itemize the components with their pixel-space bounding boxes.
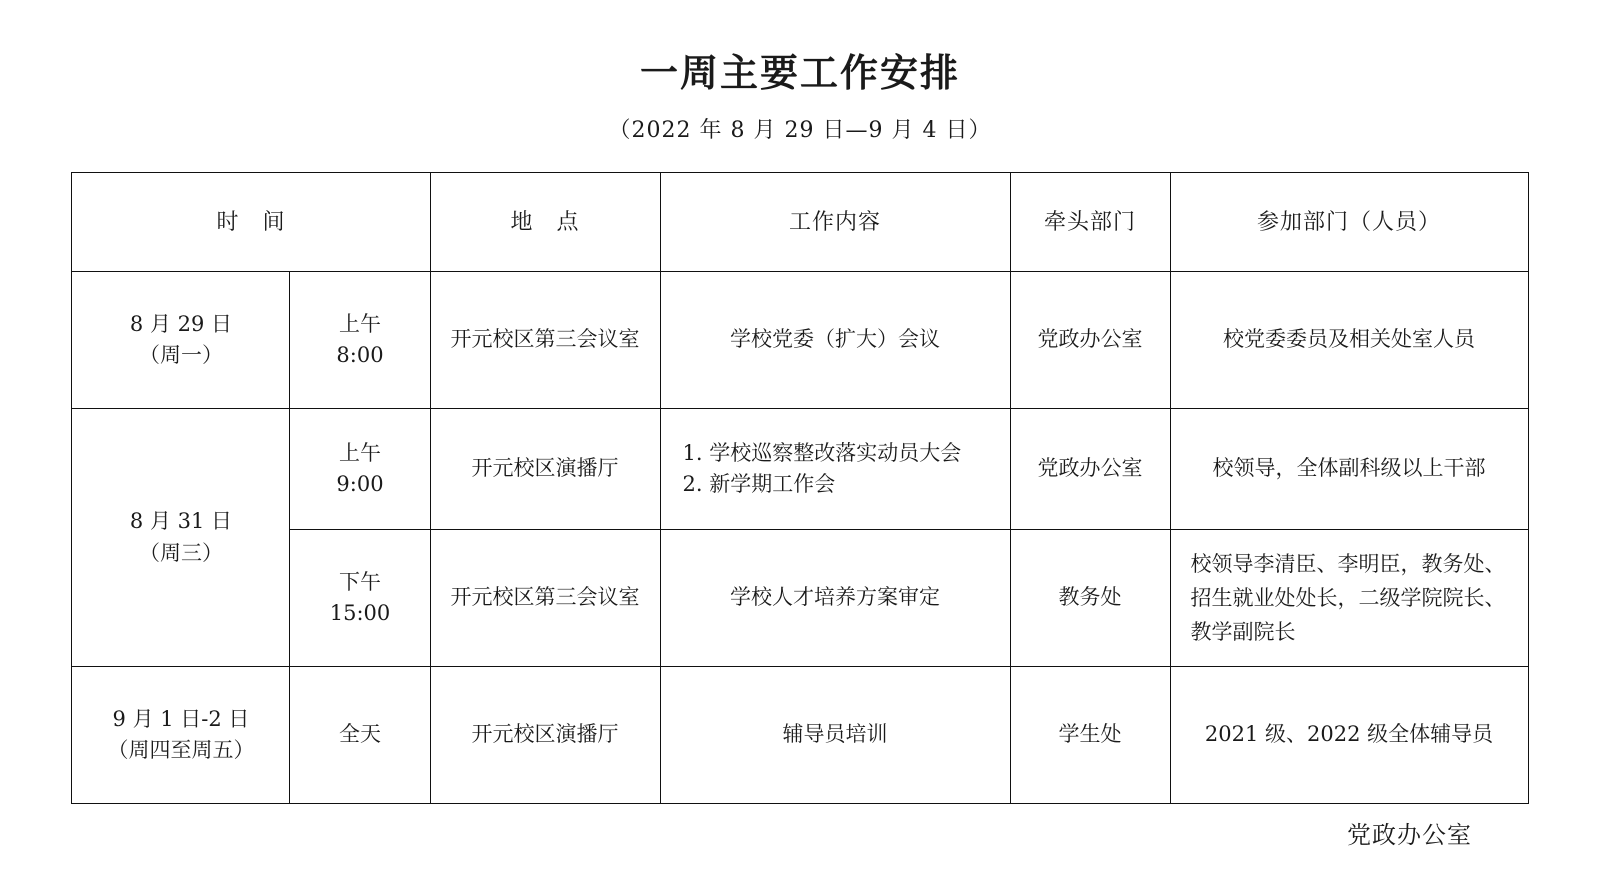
date-text: 8 月 31 日 (129, 509, 233, 533)
cell-date (72, 409, 290, 667)
cell-place: 开元校区演播厅 (430, 667, 660, 804)
period-time: 8:00 (336, 343, 384, 367)
cell-date (72, 667, 290, 804)
column-header-join: 参加部门（人员） (1170, 173, 1528, 272)
cell-period: 全天 (290, 667, 430, 804)
table-row (72, 667, 1528, 804)
cell-content: 学校党委（扩大）会议 (660, 272, 1010, 409)
period-name: 下午 (338, 569, 381, 594)
cell-lead: 党政办公室 (1010, 272, 1170, 409)
table-row (72, 409, 1528, 530)
period-time: 15:00 (329, 601, 391, 625)
column-header-lead: 牵头部门 (1010, 173, 1170, 272)
join-line: 教学副院长 (1190, 620, 1296, 644)
cell-join: 2021 级、2022 级全体辅导员 (1170, 667, 1528, 804)
cell-join (1170, 530, 1528, 667)
content-list (673, 438, 998, 501)
cell-join: 校领导，全体副科级以上干部 (1170, 409, 1528, 530)
cell-date (72, 272, 290, 409)
cell-lead: 党政办公室 (1010, 409, 1170, 530)
weekly-schedule-table (71, 172, 1528, 804)
content-line: 1. 学校巡察整改落实动员大会 (682, 440, 962, 465)
date-text: 8 月 29 日 (129, 311, 233, 336)
document-page (0, 42, 1600, 888)
join-list (1183, 547, 1516, 649)
table-header-row (72, 173, 1528, 272)
column-header-place: 地 点 (430, 173, 660, 272)
cell-period (290, 530, 430, 667)
footer-signature: 党政办公室 (1347, 821, 1472, 849)
page-subtitle: （2022 年 8 月 29 日—9 月 4 日） (608, 118, 992, 143)
date-text: 9 月 1 日-2 日 (112, 706, 250, 731)
cell-place: 开元校区第三会议室 (430, 272, 660, 409)
period-name: 上午 (338, 311, 381, 336)
table-row (72, 272, 1528, 409)
period-time: 9:00 (336, 472, 384, 496)
table-row (72, 530, 1528, 667)
cell-period (290, 409, 430, 530)
cell-content: 学校人才培养方案审定 (660, 530, 1010, 667)
cell-period (290, 272, 430, 409)
column-header-time: 时 间 (72, 173, 430, 272)
join-line: 招生就业处处长，二级学院院长、 (1190, 585, 1506, 610)
column-header-content: 工作内容 (660, 173, 1010, 272)
weekday-text: （周四至周五） (107, 738, 255, 762)
cell-place: 开元校区演播厅 (430, 409, 660, 530)
cell-join: 校党委委员及相关处室人员 (1170, 272, 1528, 409)
cell-content: 辅导员培训 (660, 667, 1010, 804)
weekday-text: （周三） (138, 540, 223, 565)
period-name: 上午 (338, 440, 381, 465)
cell-lead: 学生处 (1010, 667, 1170, 804)
cell-place: 开元校区第三会议室 (430, 530, 660, 667)
cell-content (660, 409, 1010, 530)
weekday-text: （周一） (138, 343, 223, 367)
join-line: 校领导李清臣、李明臣，教务处、 (1190, 551, 1506, 576)
page-title: 一周主要工作安排 (639, 51, 960, 95)
content-line: 2. 新学期工作会 (682, 472, 836, 496)
cell-lead: 教务处 (1010, 530, 1170, 667)
